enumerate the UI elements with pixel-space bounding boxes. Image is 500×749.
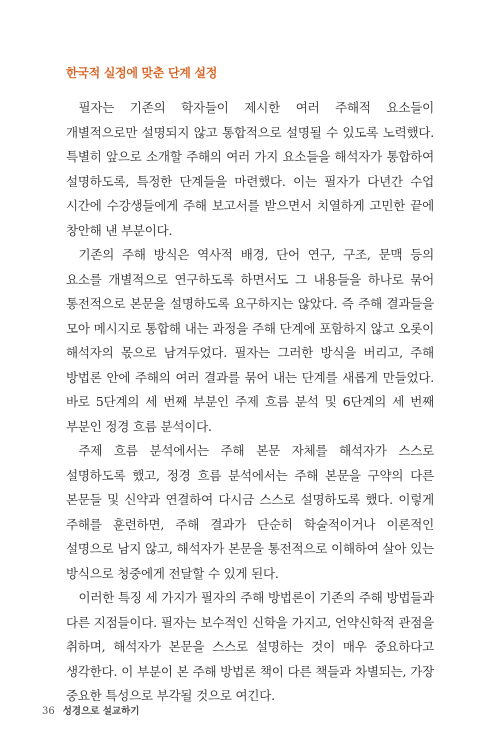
page-footer [42,703,139,717]
paragraph-3: 주제 흐름 분석에서는 주해 본문 자체를 해석자가 스스로 설명하도록 했고, 정경 흐름 분석에서는 주해 본문을 구약의 다른 본문들 및 신약과 연결하여 다시금 스스로 설명하도록 했다. 이렇게 주해를 훈련하면, 주해 결과가 단순히 학술적이거나 이론적인 설명으로 남지 않고, 해석자가 본문을 통전적으로 이해하여 살아 있는 방식으로 청중에게 전달할 수 있게 된다. [66,443,434,581]
paragraph-2: 기존의 주해 방식은 역사적 배경, 단어 연구, 구조, 문맥 등의 요소를 개별적으로 연구하도록 하면서도 그 내용들을 하나로 묶어 통전적으로 본문을 설명하도록 요구하지는 않았다. 즉 주해 결과들을 모아 메시지로 통합해 내는 과정을 주해 단계에 포함하지 않고 오롯이 해석자의 몫으로 남겨두었다. 필자는 그러한 방식을 버리고, 주해 방법론 안에 주해의 여러 결과를 묶어 내는 단계를 새롭게 만들었다. 바로 5단계의 세 번째 부분인 주제 흐름 분석 및 6단계의 세 번째 부분인 정경 흐름 분석이다. [66,247,434,434]
running-title: 성경으로 설교하기 [62,706,140,717]
paragraph-4: 이러한 특징 세 가지가 필자의 주해 방법론이 기존의 주해 방법들과 다른 지점들이다. 필자는 보수적인 신학을 가지고, 언약신학적 관점을 취하며, 해석자가 본문을 스스로 설명하는 것이 매우 중요하다고 생각한다. 이 부분이 본 주해 방법론 책이 다른 책들과 차별되는, 가장 중요한 특성으로 부각될 것으로 여긴다. [66,590,434,703]
section-heading: 한국적 실정에 맞춘 단계 설정 [66,66,218,80]
paragraph-1: 필자는 기존의 학자들이 제시한 여러 주해적 요소들이 개별적으로만 설명되지 않고 통합적으로 설명될 수 있도록 노력했다. 특별히 앞으로 소개할 주해의 여러 가지 요소들을 해석자가 통합하여 설명하도록, 특정한 단계들을 마련했다. 이는 필자가 다년간 수업 시간에 수강생들에게 주해 보고서를 받으면서 치열하게 고민한 끝에 창안해 낸 부분이다. [66,100,434,238]
page-number: 36 [42,706,55,717]
body-text [66,96,434,709]
